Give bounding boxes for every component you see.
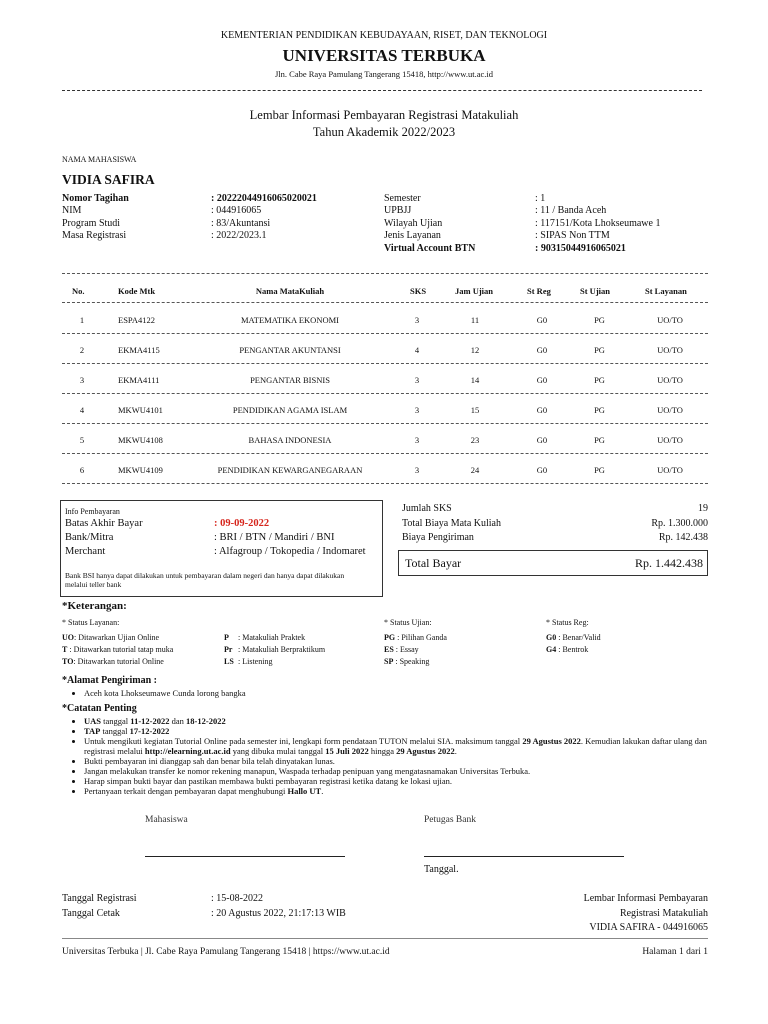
text: dan: [169, 716, 187, 726]
merchant-label: Merchant: [65, 546, 106, 557]
total-pay-value: Rp. 1.442.438: [634, 556, 703, 570]
signature-date-label: Tanggal.: [424, 864, 459, 875]
table-cell: PENGANTAR BISNIS: [250, 375, 330, 385]
desc: : Benar/Valid: [558, 633, 601, 642]
footer-divider: [62, 938, 708, 939]
payment-info-box: [60, 500, 383, 597]
field-value: : 11 / Banda Aceh: [535, 205, 607, 217]
status-ujian-title: * Status Ujian:: [384, 618, 432, 627]
list-item: • Jangan melakukan transfer ke nomor rekening manapun, Waspada terhadap penipuan yang mengatasnamakan Universitas Terbuka.: [84, 766, 708, 776]
code: LS: [224, 657, 234, 666]
date: 29 Agustus 2022: [396, 746, 455, 756]
table-cell: MKWU4101: [118, 405, 163, 415]
col-kode: Kode Mtk: [118, 286, 156, 296]
field-label: Program Studi: [62, 217, 121, 229]
hallo-ut: Hallo UT: [287, 786, 322, 796]
table-cell: 1: [79, 315, 85, 325]
table-cell: G0: [536, 465, 548, 475]
text: hingga: [368, 746, 397, 756]
table-cell: PG: [594, 465, 605, 475]
table-cell: 5: [79, 435, 85, 445]
deadline-value: : 09-09-2022: [214, 518, 270, 529]
desc: : Matakuliah Berpraktikum: [238, 645, 326, 654]
code: SP: [384, 657, 394, 666]
table-cell: PENDIDIKAN AGAMA ISLAM: [232, 405, 348, 415]
field-label: NIM: [62, 205, 82, 217]
table-cell: UO/TO: [657, 345, 683, 355]
alamat-title: *Alamat Pengiriman :: [62, 675, 157, 686]
code: PG: [384, 633, 396, 642]
list-item: [84, 716, 708, 726]
field-label: Masa Registrasi: [62, 230, 127, 242]
text: tanggal: [101, 716, 131, 726]
col-sks: SKS: [410, 286, 427, 296]
table-cell: PG: [594, 375, 605, 385]
academic-year: Tahun Akademik 2022/2023: [312, 125, 456, 139]
table-cell: 12: [470, 345, 480, 355]
student-name: VIDIA SAFIRA: [62, 172, 155, 187]
text: yang dibuka mulai tanggal: [230, 746, 326, 756]
university-name: UNIVERSITAS TERBUKA: [282, 46, 486, 65]
desc: : Matakuliah Praktek: [238, 633, 306, 642]
table-cell: MKWU4109: [118, 465, 163, 475]
status-reg-list: [546, 632, 601, 656]
ministry-name: KEMENTERIAN PENDIDIKAN KEBUDAYAAN, RISET, DAN TEKNOLOGI: [220, 30, 548, 41]
field-value: : SIPAS Non TTM: [535, 230, 610, 242]
desc: : Ditawarkan Ujian Online: [74, 633, 160, 642]
col-jam: Jam Ujian: [455, 286, 494, 296]
table-cell: 3: [414, 405, 420, 415]
table-cell: 3: [414, 375, 420, 385]
sks-total-value: 19: [698, 503, 708, 514]
table-divider: [62, 273, 708, 274]
table-divider: [62, 453, 708, 454]
footer-right-3: VIDIA SAFIRA - 044916065: [589, 922, 708, 933]
page-number: Halaman 1 dari 1: [642, 947, 708, 957]
header-divider: [62, 90, 702, 91]
table-row: [62, 435, 708, 449]
list-item: [84, 736, 708, 756]
status-reg-title: * Status Reg:: [546, 618, 589, 627]
keterangan-title: *Keterangan:: [62, 600, 127, 612]
table-cell: 24: [470, 465, 480, 475]
code: UO: [62, 633, 74, 642]
desc: : Essay: [395, 645, 419, 654]
table-cell: PG: [594, 435, 605, 445]
table-row: [62, 345, 708, 359]
university-address: Jln. Cabe Raya Pamulang Tangerang 15418, http://www.ut.ac.id: [274, 69, 493, 79]
list-item: • Harap simpan bukti bayar dan pastikan membawa bukti pembayaran registrasi ketika datang ke lokasi ujian.: [84, 776, 708, 786]
status-layanan-list: [62, 632, 173, 668]
reg-date-label: Tanggal Registrasi: [62, 893, 137, 904]
date: 17-12-2022: [129, 726, 170, 736]
text: .: [454, 746, 457, 756]
table-row: [62, 465, 708, 479]
table-cell: PENDIDIKAN KEWARGANEGARAAN: [217, 465, 363, 475]
table-cell: PENGANTAR AKUNTANSI: [239, 345, 341, 355]
table-row: [62, 405, 708, 419]
field-value: : 90315044916065021: [535, 242, 626, 254]
table-cell: G0: [536, 315, 548, 325]
table-cell: EKMA4115: [118, 345, 160, 355]
desc: : Ditawarkan tutorial tatap muka: [67, 645, 174, 654]
text: tanggal: [100, 726, 130, 736]
shipping-cost-label: Biaya Pengiriman: [402, 532, 474, 543]
code: T: [62, 645, 68, 654]
table-cell: UO/TO: [657, 405, 683, 415]
field-value: : 20222044916065020021: [211, 193, 317, 204]
table-cell: 3: [414, 315, 420, 325]
table-cell: 14: [470, 375, 480, 385]
field-label: Nomor Tagihan: [62, 193, 129, 204]
code: TO: [62, 657, 74, 666]
code: ES: [384, 645, 394, 654]
signature-mahasiswa-label: Mahasiswa: [145, 815, 188, 825]
table-header-row: [62, 286, 708, 300]
table-cell: 11: [470, 315, 480, 325]
table-cell: UO/TO: [657, 435, 683, 445]
col-nama: Nama MataKuliah: [255, 286, 325, 296]
print-date-label: Tanggal Cetak: [62, 908, 120, 919]
col-stlayanan: St Layanan: [645, 286, 687, 296]
status-ujian-list: [384, 632, 447, 668]
course-cost-label: Total Biaya Mata Kuliah: [402, 518, 501, 529]
code: P: [224, 633, 229, 642]
reg-date-value: : 15-08-2022: [211, 893, 263, 904]
field-value: : 1: [535, 193, 546, 204]
table-cell: G0: [536, 375, 548, 385]
code: G0: [546, 633, 557, 642]
field-label: UPBJJ: [384, 205, 412, 217]
table-divider: [62, 302, 708, 303]
total-pay-box: [398, 550, 708, 576]
text: Untuk mengikuti kegiatan Tutorial Online pada semester ini, lengkapi form pendataan TUTON melalui SIA. maksimum tanggal: [84, 736, 523, 746]
field-label: Semester: [384, 193, 421, 204]
merchant-value: : Alfagroup / Tokopedia / Indomaret: [214, 546, 366, 557]
bank-value: : BRI / BTN / Mandiri / BNI: [214, 532, 335, 543]
table-cell: BAHASA INDONESIA: [248, 435, 332, 445]
table-cell: 3: [79, 375, 85, 385]
table-divider: [62, 393, 708, 394]
student-name-label: NAMA MAHASISWA: [62, 155, 137, 164]
table-divider: [62, 333, 708, 334]
field-label: Jenis Layanan: [384, 230, 441, 242]
status-layanan-title: * Status Layanan:: [62, 618, 120, 627]
date: 29 Agustus 2022: [522, 736, 581, 746]
signature-petugas-label: Petugas Bank: [424, 815, 476, 825]
text: .: [321, 786, 324, 796]
table-row: [62, 375, 708, 389]
desc: : Bentrok: [558, 645, 589, 654]
table-cell: 6: [79, 465, 85, 475]
catatan-list: [68, 716, 708, 796]
catatan-title: *Catatan Penting: [62, 703, 137, 714]
table-divider: [62, 423, 708, 424]
table-cell: PG: [594, 405, 605, 415]
table-row: [62, 315, 708, 329]
course-cost-value: Rp. 1.300.000: [651, 518, 708, 529]
table-cell: 15: [470, 405, 480, 415]
date: 15 Juli 2022: [325, 746, 369, 756]
table-cell: G0: [536, 405, 548, 415]
table-cell: MKWU4108: [118, 435, 163, 445]
text: . Kemudian lakukan daftar ulang dan registrasi melalui: [84, 736, 707, 756]
table-cell: G0: [536, 345, 548, 355]
col-stujian: St Ujian: [580, 286, 610, 296]
table-divider: [62, 483, 708, 484]
col-streg: St Reg: [527, 286, 551, 296]
sks-total-label: Jumlah SKS: [402, 503, 452, 514]
desc: : Listening: [238, 657, 273, 666]
field-value: : 2022/2023.1: [211, 230, 267, 242]
table-cell: PG: [594, 315, 605, 325]
table-cell: EKMA4111: [118, 375, 160, 385]
table-cell: MATEMATIKA EKONOMI: [241, 315, 339, 325]
table-divider: [62, 363, 708, 364]
code: Pr: [224, 645, 233, 654]
signature-line-petugas: [424, 856, 624, 857]
signature-line-mahasiswa: [145, 856, 345, 857]
payment-info-title: Info Pembayaran: [65, 507, 120, 516]
table-cell: UO/TO: [657, 465, 683, 475]
code: G4: [546, 645, 557, 654]
field-value: : 83/Akuntansi: [211, 217, 271, 229]
text: Pertanyaan terkait dengan pembayaran dapat menghubungi: [84, 786, 288, 796]
payment-note: Bank BSI hanya dapat dilakukan untuk pembayaran dalam negeri dan hanya dapat dilakukan melalui teller bank: [65, 571, 345, 589]
field-label: Virtual Account BTN: [384, 242, 476, 254]
bank-label: Bank/Mitra: [65, 532, 114, 543]
table-cell: 3: [414, 465, 420, 475]
field-value: : 044916065: [211, 205, 262, 217]
list-item: • Bukti pembayaran ini dianggap sah dan benar bila telah dinyatakan lunas.: [84, 756, 708, 766]
alamat-list: [68, 688, 708, 698]
uas-label: UAS: [84, 716, 102, 726]
elearning-link[interactable]: http://elearning.ut.ac.id: [144, 746, 231, 756]
table-cell: 3: [414, 435, 420, 445]
student-left-fields: [62, 193, 382, 243]
table-cell: 4: [414, 345, 420, 355]
desc: : Speaking: [395, 657, 430, 666]
document-title: Lembar Informasi Pembayaran Registrasi Matakuliah: [249, 108, 519, 122]
footer-address: Universitas Terbuka | Jl. Cabe Raya Pamulang Tangerang 15418 | https://www.ut.ac.id: [62, 947, 390, 957]
student-right-fields: [384, 193, 714, 255]
table-cell: 23: [470, 435, 480, 445]
status-layanan-list-2: [224, 632, 325, 668]
table-cell: UO/TO: [657, 375, 683, 385]
table-cell: UO/TO: [657, 315, 683, 325]
tap-label: TAP: [84, 726, 101, 736]
deadline-label: Batas Akhir Bayar: [65, 518, 143, 529]
list-item: [84, 726, 708, 736]
desc: : Pilihan Ganda: [397, 633, 447, 642]
table-cell: PG: [594, 345, 605, 355]
footer-right-1: Lembar Informasi Pembayaran: [583, 893, 708, 904]
total-pay-label: Total Bayar: [405, 556, 462, 570]
field-value: : 117151/Kota Lhokseumawe 1: [535, 217, 661, 229]
col-no: No.: [72, 286, 85, 296]
desc: : Ditawarkan tutorial Online: [73, 657, 164, 666]
date: 18-12-2022: [186, 716, 226, 726]
footer-right-2: Registrasi Matakuliah: [619, 908, 708, 919]
table-cell: 2: [79, 345, 85, 355]
shipping-cost-value: Rp. 142.438: [658, 532, 708, 543]
table-cell: G0: [536, 435, 548, 445]
list-item: [84, 786, 708, 796]
table-cell: 4: [79, 405, 85, 415]
print-date-value: : 20 Agustus 2022, 21:17:13 WIB: [211, 908, 346, 919]
alamat-value: • Aceh kota Lhokseumawe Cunda lorong bangka: [84, 688, 708, 698]
date: 11-12-2022: [130, 716, 170, 726]
field-label: Wilayah Ujian: [384, 217, 443, 229]
table-cell: ESPA4122: [118, 315, 156, 325]
